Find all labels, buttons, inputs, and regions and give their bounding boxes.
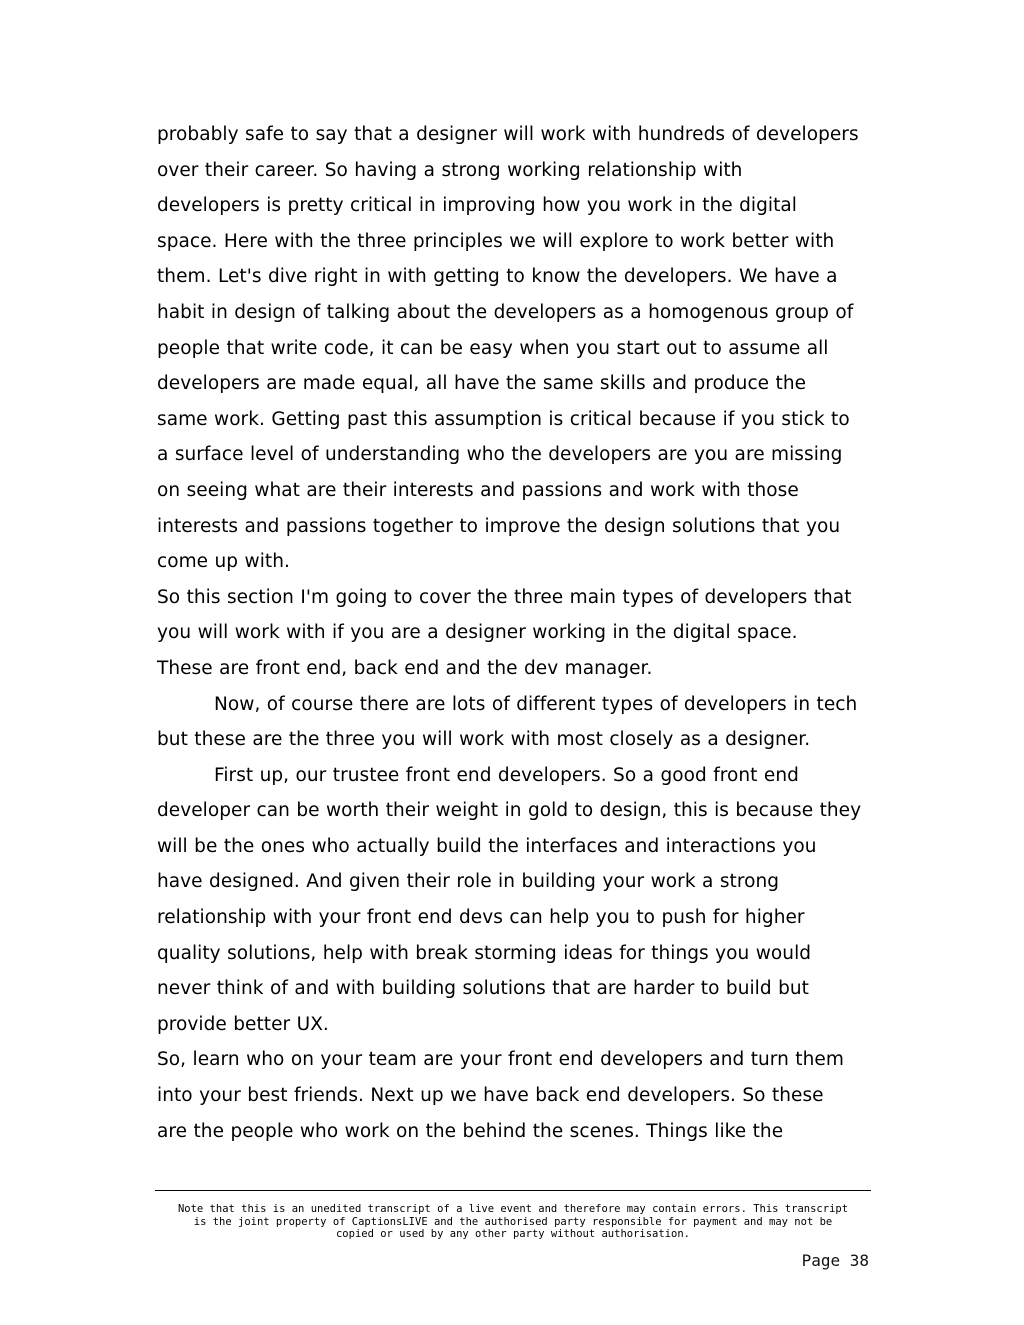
text-line: So, learn who on your team are your front end developers and turn them <box>157 1049 844 1071</box>
text-line: over their career. So having a strong working relationship with <box>157 159 743 181</box>
text-line: provide better UX. <box>157 1013 329 1035</box>
text-line: you will work with if you are a designer working in the digital space. <box>157 622 798 644</box>
text-line: never think of and with building solutions that are harder to build but <box>157 978 809 1000</box>
text-line: developer can be worth their weight in gold to design, this is because they <box>157 800 862 822</box>
text-line: on seeing what are their interests and passions and work with those <box>157 479 799 501</box>
disclaimer-line: Note that this is an unedited transcript of a live event and therefore may contain errors. This transcript <box>177 1203 849 1215</box>
text-line: have designed. And given their role in building your work a strong <box>157 871 780 893</box>
text-line: a surface level of understanding who the developers are you are missing <box>157 444 843 466</box>
transcript-disclaimer <box>155 1203 871 1241</box>
text-line: but these are the three you will work with most closely as a designer. <box>157 729 811 751</box>
text-line: interests and passions together to improve the design solutions that you <box>157 515 841 537</box>
text-line: relationship with your front end devs can help you to push for higher <box>157 907 805 929</box>
text-line: quality solutions, help with break storming ideas for things you would <box>157 942 812 964</box>
disclaimer-line: is the joint property of CaptionsLIVE and the authorised party responsible for payment and may not be <box>193 1215 833 1228</box>
text-line: them. Let's dive right in with getting to know the developers. We have a <box>157 266 838 288</box>
text-line: developers are made equal, all have the same skills and produce the <box>157 373 807 395</box>
text-line: will be the ones who actually build the interfaces and interactions you <box>157 835 817 857</box>
text-line: developers is pretty critical in improving how you work in the digital <box>157 195 797 217</box>
text-line: Now, of course there are lots of different types of developers in tech <box>214 693 858 715</box>
text-line: come up with. <box>157 551 290 573</box>
text-line: same work. Getting past this assumption is critical because if you stick to <box>157 408 850 430</box>
text-line: These are front end, back end and the dev manager. <box>157 657 653 679</box>
disclaimer-line: copied or used by any other party without authorisation. <box>335 1228 690 1240</box>
text-line: probably safe to say that a designer will work with hundreds of developers <box>157 124 859 145</box>
text-line: So this section I'm going to cover the three main types of developers that <box>157 586 852 608</box>
text-line: habit in design of talking about the developers as a homogenous group of <box>157 301 854 323</box>
text-line: into your best friends. Next up we have back end developers. So these <box>157 1085 824 1107</box>
text-line: people that write code, it can be easy when you start out to assume all <box>157 337 829 359</box>
text-line: space. Here with the three principles we will explore to work better with <box>157 230 835 252</box>
text-line: First up, our trustee front end developers. So a good front end <box>214 764 799 786</box>
text-line: are the people who work on the behind the scenes. Things like the <box>157 1120 784 1142</box>
transcript-body <box>157 117 873 1149</box>
footer-divider <box>155 1190 871 1191</box>
page-number: Page 38 <box>801 1251 869 1270</box>
